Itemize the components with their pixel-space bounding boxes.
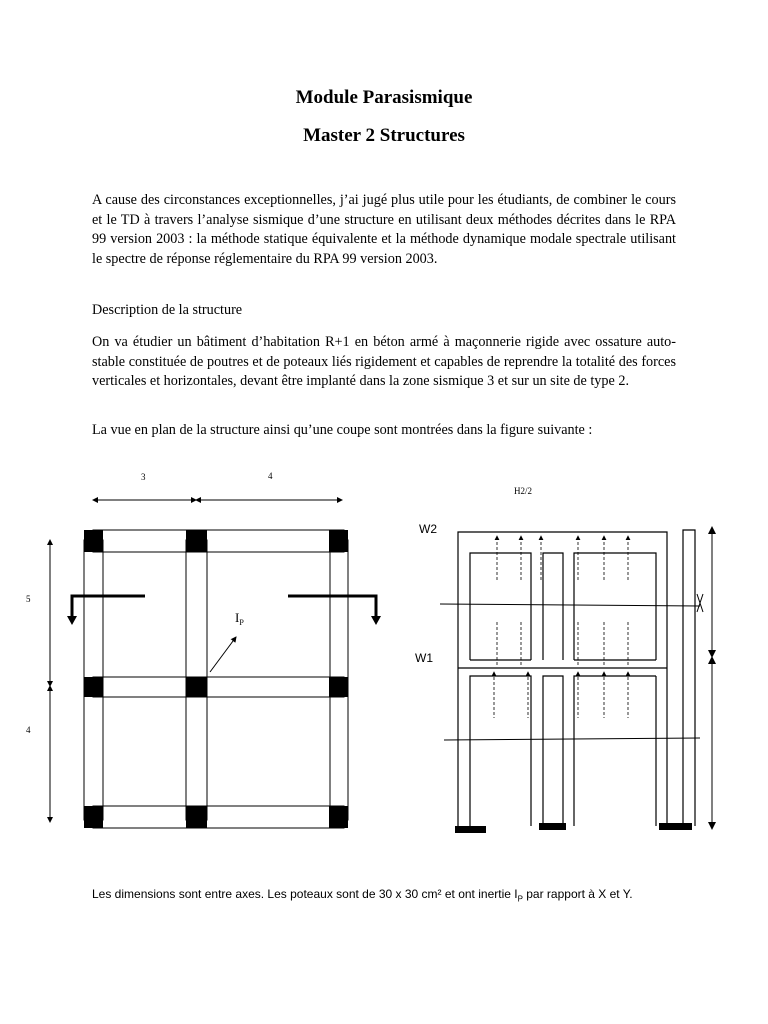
inertia-label: $I_P$ [235,610,244,627]
section-labels [415,486,532,665]
dim-left-bottom: 4 [26,725,31,735]
section-force-arrows [494,536,628,718]
inertia-leader [210,637,236,672]
plan-view [50,500,381,828]
document-title: Module Parasismique [295,87,473,108]
level-w1-label: W1 [415,651,433,665]
document-subtitle: Master 2 Structures [303,125,465,146]
section-heading: Description de la structure [92,302,243,318]
description-paragraph: On va étudier un bâtiment d’habitation R+1 en béton armé à maçonnerie rigide avec ossature auto-stable constituée de poutres et de poteaux liés rigidement et capables de reprendre la totalité des forces verticales et horizontales, devant être implanté dans la zone sismique 3 et sur un site de type 2. [92,334,676,389]
figure-intro-paragraph: La vue en plan de la structure ainsi qu’une coupe sont montrées dans la figure suivante : [92,422,593,438]
figure-caption: Les dimensions sont entre axes. Les poteaux sont de 30 x 30 cm² et ont inertie $I_P$ par rapport à X et Y. [92,887,633,904]
section-top-label: H2/2 [514,486,532,496]
level-w2-label: W2 [419,522,437,536]
plan-columns [84,530,348,828]
section-frame [458,530,695,826]
dim-left-top: 5 [26,594,31,604]
plan-beams [84,530,348,828]
intro-paragraph: A cause des circonstances exceptionnelles, j’ai jugé plus utile pour les étudiants, de combiner le cours et le TD à travers l’analyse sismique d’une structure en utilisant deux méthodes décrites dans le RPA 99 version 2003 : la méthode statique équivalente et la méthode dynamique modale spectrale utilisant le spectre de réponse réglementaire du RPA 99 version 2003. [92,192,676,267]
section-height-dimension [697,530,712,828]
dim-top-right: 4 [268,471,273,481]
plan-labels [26,471,273,735]
section-view [440,526,716,833]
dim-top-left: 3 [141,472,146,482]
section-level-lines [440,604,700,740]
